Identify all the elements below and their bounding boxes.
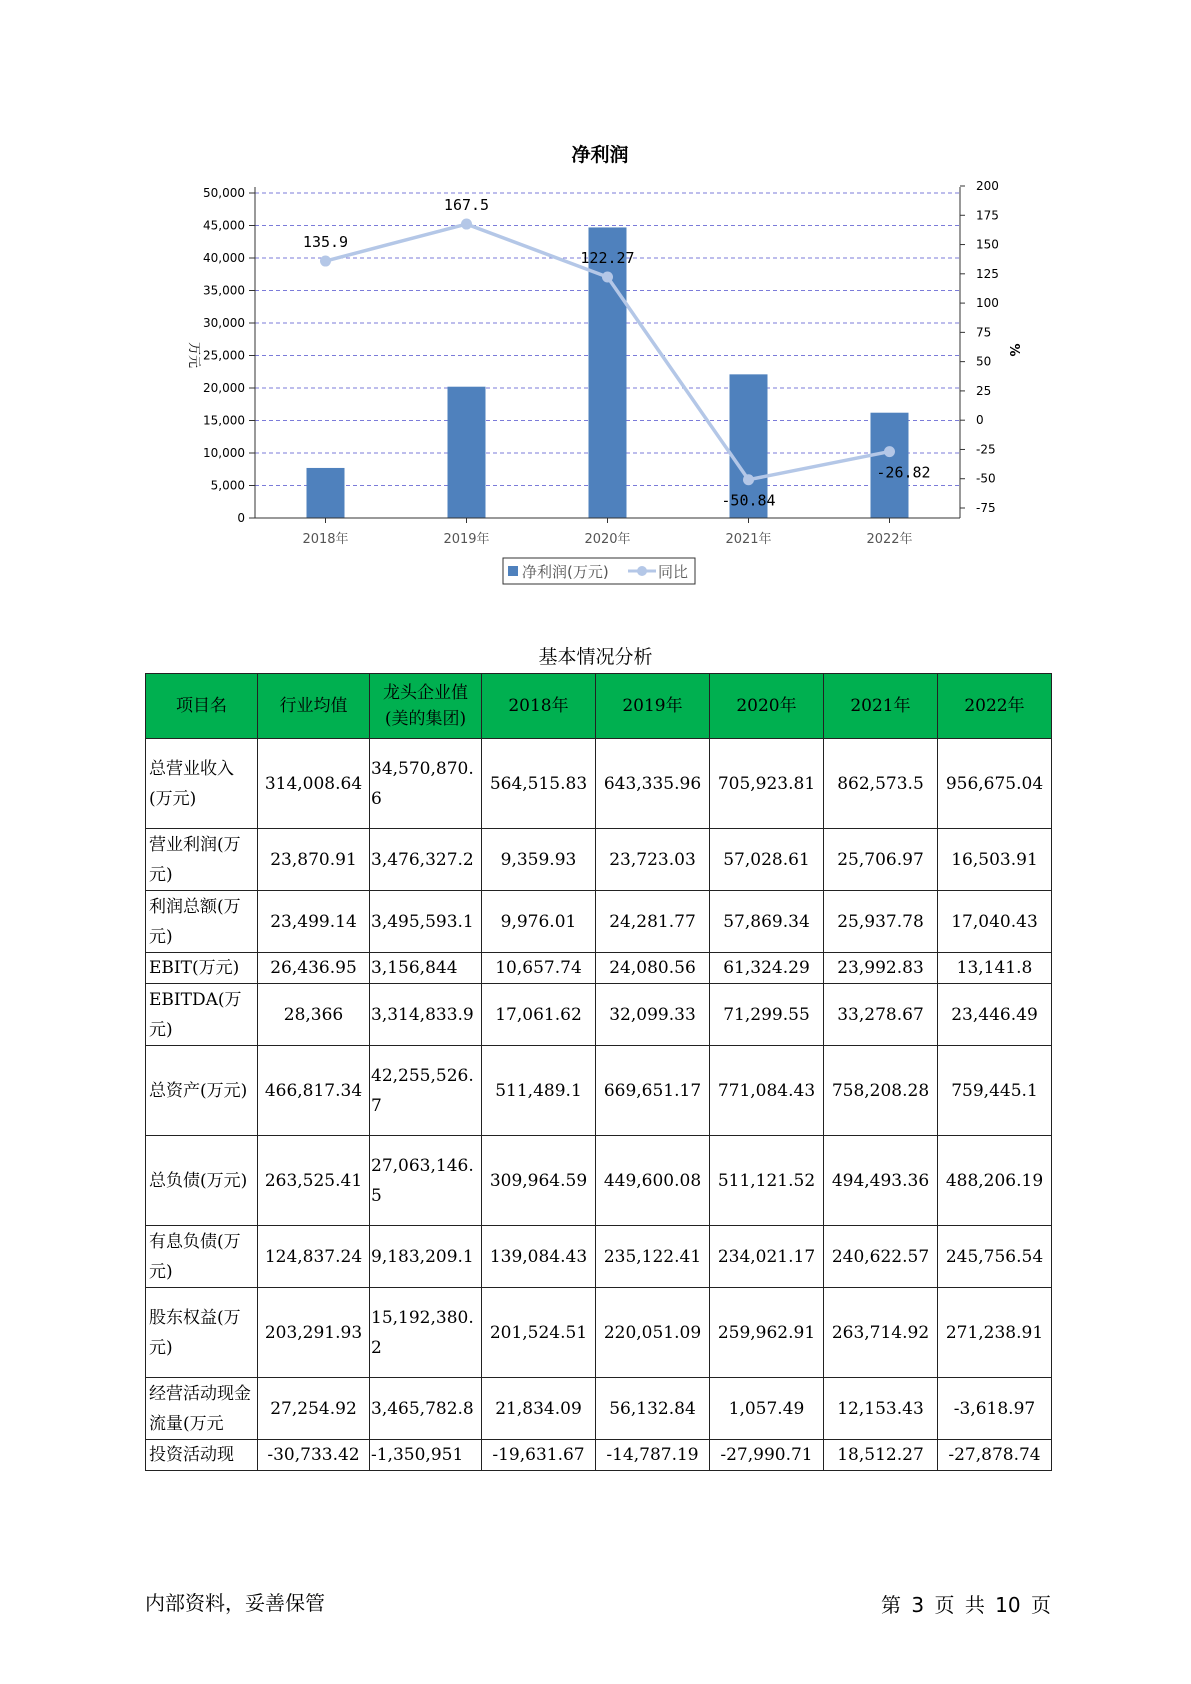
y2-tick-label: 0 — [976, 413, 984, 428]
table-row — [146, 891, 1052, 953]
table-cell: 34,570,870.6 — [370, 739, 482, 829]
table-cell: 3,465,782.8 — [370, 1378, 482, 1440]
table-cell: 12,153.43 — [824, 1378, 938, 1440]
table-cell: 17,061.62 — [482, 984, 596, 1046]
table-cell: -19,631.67 — [482, 1440, 596, 1471]
y-tick-label: 0 — [237, 511, 245, 525]
legend-bar-label: 净利润(万元) — [522, 563, 609, 581]
table-cell: 33,278.67 — [824, 984, 938, 1046]
table-cell: 16,503.91 — [938, 829, 1052, 891]
table-cell: 263,525.41 — [258, 1136, 370, 1226]
row-label: EBITDA(万元) — [146, 984, 258, 1046]
data-label: -50.84 — [721, 491, 776, 510]
table-cell: 13,141.8 — [938, 953, 1052, 984]
table-cell: 15,192,380.2 — [370, 1288, 482, 1378]
net-profit-chart — [0, 0, 1191, 600]
table-cell: 42,255,526.7 — [370, 1046, 482, 1136]
page-number: 第 3 页 共 10 页 — [881, 1593, 1051, 1617]
table-cell: 669,651.17 — [596, 1046, 710, 1136]
y-tick-label: 50,000 — [203, 186, 245, 200]
legend-bar-swatch — [508, 566, 518, 576]
row-label: 有息负债(万元) — [146, 1226, 258, 1288]
table-cell: 10,657.74 — [482, 953, 596, 984]
table-cell: 759,445.1 — [938, 1046, 1052, 1136]
column-header: 2022年 — [938, 674, 1052, 739]
table-cell: 28,366 — [258, 984, 370, 1046]
table-cell: 234,021.17 — [710, 1226, 824, 1288]
y-axis-title: 万元 — [186, 341, 201, 369]
table-cell: 23,723.03 — [596, 829, 710, 891]
table-cell: 9,976.01 — [482, 891, 596, 953]
table-cell: -27,878.74 — [938, 1440, 1052, 1471]
chart-legend — [503, 558, 695, 584]
table-cell: 240,622.57 — [824, 1226, 938, 1288]
table-cell: -27,990.71 — [710, 1440, 824, 1471]
table-cell: 564,515.83 — [482, 739, 596, 829]
x-tick-label: 2018年 — [302, 532, 349, 547]
table-cell: 9,183,209.1 — [370, 1226, 482, 1288]
y2-axis-title: % — [1006, 343, 1021, 357]
confidential-note: 内部资料，妥善保管 — [145, 1591, 325, 1615]
table-row — [146, 739, 1052, 829]
y-tick-label: 45,000 — [203, 218, 245, 233]
y2-tick-label: -25 — [976, 442, 996, 457]
y2-tick-label: 25 — [976, 383, 992, 398]
row-label: EBIT(万元) — [146, 953, 258, 984]
table-cell: 220,051.09 — [596, 1288, 710, 1378]
y-tick-label: 40,000 — [203, 251, 245, 265]
row-label: 营业利润(万元) — [146, 829, 258, 891]
table-cell: 449,600.08 — [596, 1136, 710, 1226]
row-label: 总资产(万元) — [146, 1046, 258, 1136]
column-header: 2020年 — [710, 674, 824, 739]
table-cell: 956,675.04 — [938, 739, 1052, 829]
table-cell: 1,057.49 — [710, 1378, 824, 1440]
table-cell: 3,495,593.1 — [370, 891, 482, 953]
table-cell: 3,156,844 — [370, 953, 482, 984]
table-cell: 314,008.64 — [258, 739, 370, 829]
data-label: 167.5 — [443, 196, 490, 215]
y-tick-label: 5,000 — [210, 478, 245, 493]
x-tick-label: 2021年 — [725, 532, 772, 547]
column-header: 2018年 — [482, 674, 596, 739]
table-row — [146, 953, 1052, 984]
legend-line-label: 同比 — [658, 563, 689, 581]
y2-tick-label: 100 — [976, 296, 999, 311]
yoy-point — [884, 446, 895, 457]
table-caption: 基本情况分析 — [538, 646, 653, 668]
table-cell: 263,714.92 — [824, 1288, 938, 1378]
table-cell: 271,238.91 — [938, 1288, 1052, 1378]
table-cell: 494,493.36 — [824, 1136, 938, 1226]
table-cell: 56,132.84 — [596, 1378, 710, 1440]
table-cell: 203,291.93 — [258, 1288, 370, 1378]
row-label: 经营活动现金流量(万元 — [146, 1378, 258, 1440]
table-cell: 61,324.29 — [710, 953, 824, 984]
table-cell: -3,618.97 — [938, 1378, 1052, 1440]
x-tick-label: 2019年 — [443, 532, 490, 547]
table-row — [146, 1288, 1052, 1378]
y2-tick-label: 50 — [976, 354, 992, 369]
yoy-point — [602, 272, 613, 283]
table-cell: -30,733.42 — [258, 1440, 370, 1471]
table-cell: 643,335.96 — [596, 739, 710, 829]
data-label: 135.9 — [302, 233, 349, 252]
table-cell: 25,706.97 — [824, 829, 938, 891]
table-cell: 309,964.59 — [482, 1136, 596, 1226]
y2-tick-label: 125 — [976, 266, 999, 281]
table-cell: -14,787.19 — [596, 1440, 710, 1471]
row-label: 总负债(万元) — [146, 1136, 258, 1226]
table-cell: 124,837.24 — [258, 1226, 370, 1288]
table-cell: 24,080.56 — [596, 953, 710, 984]
y-tick-label: 15,000 — [203, 413, 245, 428]
row-label: 投资活动现 — [146, 1440, 258, 1471]
y-tick-label: 25,000 — [203, 348, 245, 363]
basic-analysis-table — [145, 673, 1052, 1471]
table-cell: 3,476,327.2 — [370, 829, 482, 891]
table-cell: 32,099.33 — [596, 984, 710, 1046]
table-cell: 245,756.54 — [938, 1226, 1052, 1288]
table-cell: 23,870.91 — [258, 829, 370, 891]
table-cell: 26,436.95 — [258, 953, 370, 984]
legend-line-marker — [637, 566, 647, 576]
yoy-point — [320, 256, 331, 267]
table-cell: 21,834.09 — [482, 1378, 596, 1440]
y-tick-label: 10,000 — [203, 446, 245, 460]
bar — [307, 468, 345, 518]
column-header: 行业均值 — [258, 674, 370, 739]
column-header: 2021年 — [824, 674, 938, 739]
table-cell: 235,122.41 — [596, 1226, 710, 1288]
row-label: 总营业收入(万元) — [146, 739, 258, 829]
row-label: 股东权益(万元) — [146, 1288, 258, 1378]
table-cell: 24,281.77 — [596, 891, 710, 953]
table-cell: 488,206.19 — [938, 1136, 1052, 1226]
y2-tick-label: 150 — [976, 237, 999, 252]
column-header: 项目名 — [146, 674, 258, 739]
table-row — [146, 1136, 1052, 1226]
column-header: 2019年 — [596, 674, 710, 739]
table-cell: 201,524.51 — [482, 1288, 596, 1378]
x-tick-label: 2022年 — [866, 532, 913, 547]
table-cell: 57,869.34 — [710, 891, 824, 953]
table-row — [146, 1378, 1052, 1440]
table-cell: 9,359.93 — [482, 829, 596, 891]
table-cell: 511,489.1 — [482, 1046, 596, 1136]
y-tick-label: 30,000 — [203, 316, 245, 330]
y2-tick-label: -75 — [976, 501, 996, 515]
y2-tick-label: -50 — [976, 471, 996, 486]
table-cell: -1,350,951 — [370, 1440, 482, 1471]
data-label: -26.82 — [876, 463, 931, 482]
table-cell: 23,446.49 — [938, 984, 1052, 1046]
table-row — [146, 1046, 1052, 1136]
data-label: 122.27 — [580, 249, 635, 268]
column-header: 龙头企业值(美的集团) — [370, 674, 482, 739]
y2-tick-label: 200 — [976, 179, 999, 193]
table-row — [146, 984, 1052, 1046]
table-cell: 758,208.28 — [824, 1046, 938, 1136]
y2-tick-label: 175 — [976, 208, 999, 223]
table-cell: 27,063,146.5 — [370, 1136, 482, 1226]
table-row — [146, 1440, 1052, 1471]
table-cell: 3,314,833.9 — [370, 984, 482, 1046]
table-cell: 25,937.78 — [824, 891, 938, 953]
table-cell: 57,028.61 — [710, 829, 824, 891]
table-cell: 17,040.43 — [938, 891, 1052, 953]
table-cell: 862,573.5 — [824, 739, 938, 829]
table-cell: 23,499.14 — [258, 891, 370, 953]
table-cell: 771,084.43 — [710, 1046, 824, 1136]
bar — [448, 387, 486, 518]
y-tick-label: 20,000 — [203, 381, 245, 395]
y2-tick-label: 75 — [976, 325, 992, 340]
table-cell: 27,254.92 — [258, 1378, 370, 1440]
table-cell: 705,923.81 — [710, 739, 824, 829]
yoy-point — [461, 219, 472, 230]
chart-title: 净利润 — [571, 144, 629, 166]
yoy-point — [743, 474, 754, 485]
table-row — [146, 829, 1052, 891]
y-tick-label: 35,000 — [203, 283, 245, 298]
table-cell: 466,817.34 — [258, 1046, 370, 1136]
table-cell: 511,121.52 — [710, 1136, 824, 1226]
table-cell: 18,512.27 — [824, 1440, 938, 1471]
table-cell: 23,992.83 — [824, 953, 938, 984]
table-cell: 259,962.91 — [710, 1288, 824, 1378]
x-tick-label: 2020年 — [584, 532, 631, 547]
table-cell: 71,299.55 — [710, 984, 824, 1046]
table-cell: 139,084.43 — [482, 1226, 596, 1288]
table-row — [146, 1226, 1052, 1288]
row-label: 利润总额(万元) — [146, 891, 258, 953]
